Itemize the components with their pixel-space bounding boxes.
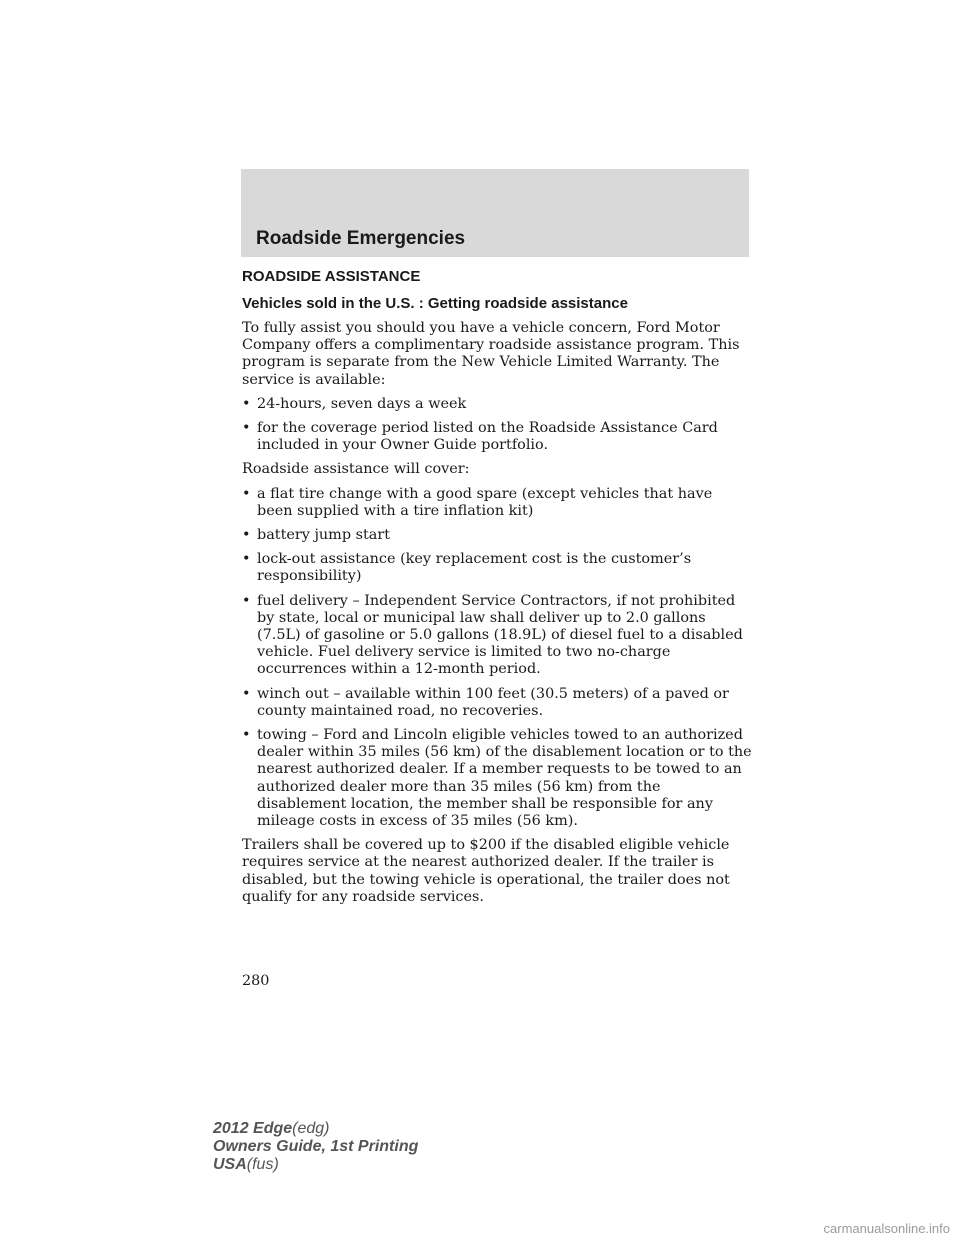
bullet-icon: • — [242, 551, 251, 568]
page-number: 280 — [242, 973, 270, 989]
list-item — [242, 527, 752, 544]
list-item — [242, 593, 752, 679]
list-item-text: 24-hours, seven days a week — [257, 395, 467, 412]
list-item — [242, 551, 752, 585]
page-content — [242, 268, 752, 913]
list-item-text: fuel delivery – Independent Service Contractors, if not prohibited by state, local or municipal law shall deliver up to 2.0 gallons (7.5L) of gasoline or 5.0 gallons (18.9L) of diesel fuel to a disabled vehicle. Fuel delivery service is limited to two no-charge occurrences within a 12-month period. — [257, 592, 743, 678]
list-item-text: winch out – available within 100 feet (30.5 meters) of a paved or county maintained road, no recoveries. — [257, 685, 729, 719]
coverage-intro: Roadside assistance will cover: — [242, 461, 470, 478]
bullet-icon: • — [242, 527, 251, 544]
print-footer — [213, 1120, 418, 1174]
footer-model: 2012 Edge — [213, 1120, 293, 1137]
list-item — [242, 686, 752, 720]
list-item-text: towing – Ford and Lincoln eligible vehicles towed to an authorized dealer within 35 miles (56 km) of the disablement location or to the nearest authorized dealer. If a member requests to be towed to an authorized dealer more than 35 miles (56 km) from the disablement location, the member shall be responsible for any mileage costs in excess of 35 miles (56 km). — [257, 727, 752, 830]
list-item — [242, 396, 752, 413]
trailers-paragraph: Trailers shall be covered up to $200 if the disabled eligible vehicle requires service at the nearest authorized dealer. If the trailer is disabled, but the towing vehicle is operational, the trailer does not qualify for any roadside services. — [242, 837, 730, 905]
list-item — [242, 420, 752, 454]
bullet-icon: • — [242, 727, 251, 744]
section-title: Roadside Emergencies — [256, 228, 466, 249]
bullet-icon: • — [242, 592, 251, 609]
footer-market: USA — [213, 1156, 247, 1173]
bullet-icon: • — [242, 395, 251, 412]
intro-paragraph: To fully assist you should you have a vehicle concern, Ford Motor Company offers a complimentary roadside assistance program. This program is separate from the New Vehicle Limited Warranty. The service is available: — [242, 320, 740, 388]
page-heading: ROADSIDE ASSISTANCE — [242, 268, 421, 285]
bullet-icon: • — [242, 420, 251, 437]
coverage-list — [242, 486, 752, 831]
list-item-text: for the coverage period listed on the Roadside Assistance Card included in your Owner Guide portfolio. — [257, 420, 718, 454]
bullet-icon: • — [242, 485, 251, 502]
watermark: carmanualsonline.info — [823, 1221, 950, 1236]
subheading: Vehicles sold in the U.S. : Getting roadside assistance — [242, 295, 628, 312]
list-item-text: lock-out assistance (key replacement cost is the customer’s responsibility) — [257, 551, 692, 585]
footer-market-code: (fus) — [246, 1156, 279, 1173]
list-item-text: battery jump start — [257, 527, 391, 544]
list-item-text: a flat tire change with a good spare (except vehicles that have been supplied with a tire inflation kit) — [257, 485, 713, 519]
footer-printing: Owners Guide, 1st Printing — [213, 1138, 419, 1155]
footer-model-code: (edg) — [292, 1120, 330, 1137]
bullet-icon: • — [242, 685, 251, 702]
availability-list — [242, 396, 752, 455]
list-item — [242, 486, 752, 520]
list-item — [242, 727, 752, 830]
